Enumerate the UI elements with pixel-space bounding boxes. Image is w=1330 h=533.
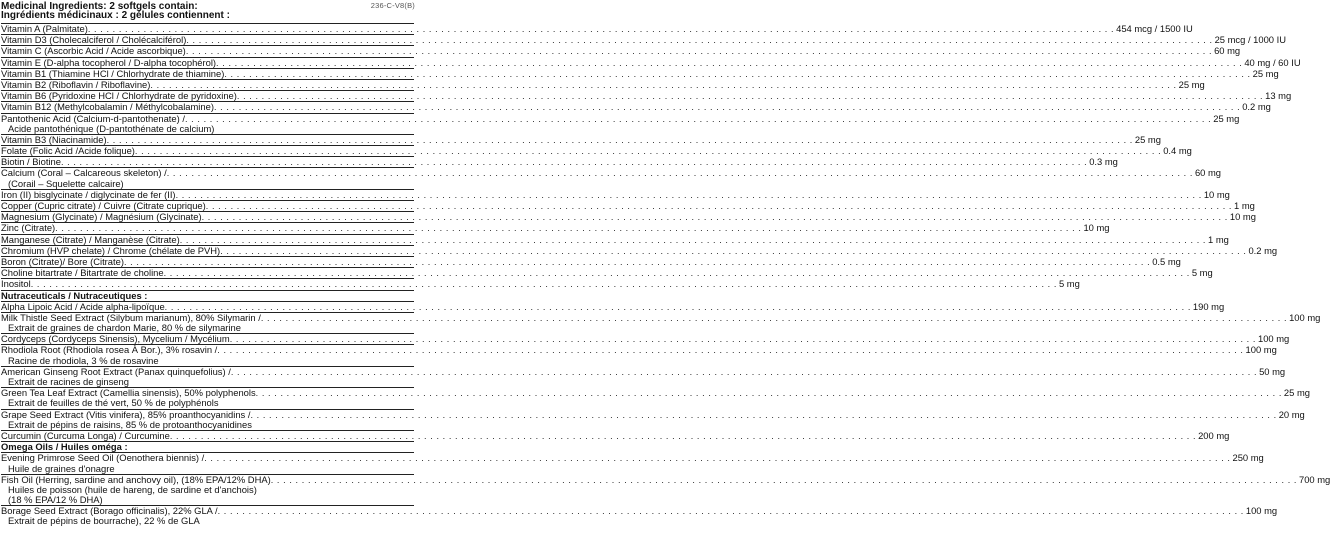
leader-dots	[271, 475, 1297, 485]
leader-dots	[170, 431, 1196, 441]
ingredient-amount: 100 mg	[1289, 311, 1321, 323]
leader-dots	[150, 80, 1176, 90]
ingredient-amount: 1 mg	[1234, 200, 1255, 211]
section-heading	[1, 441, 414, 452]
ingredient-name: Folate (Folic Acid /Acide folique)	[1, 145, 135, 157]
ingredient-name: Acide pantothénique (D-pantothénate de calcium)	[8, 122, 215, 134]
ingredient-amount: 0.3 mg	[1089, 156, 1118, 168]
leader-dots	[176, 190, 1202, 200]
ingredient-amount: 10 mg	[1083, 222, 1110, 234]
ingredient-name: Vitamin C (Ascorbic Acid / Acide ascorbique)	[1, 45, 186, 57]
ingredient-row	[1, 323, 414, 333]
leader-dots	[216, 58, 1242, 68]
ingredient-row	[1, 112, 1240, 124]
leader-dots	[167, 168, 1193, 178]
ingredient-row	[1, 420, 414, 430]
leader-dots	[250, 410, 1276, 420]
ingredient-amount: 50 mg	[1259, 365, 1286, 377]
ingredient-name: Green Tea Leaf Extract (Camellia sinensis), 50% polyphenols	[1, 387, 256, 399]
ingredient-name: Vitamin B1 (Thiamine HCl / Chlorhydrate de thiamine)	[1, 67, 225, 79]
leader-dots	[186, 46, 1212, 56]
ingredient-amount: 25 mg	[1213, 112, 1240, 124]
leader-dots	[31, 279, 1057, 289]
ingredient-name: Vitamin D3 (Cholecalciferol / Cholécalciférol)	[1, 34, 187, 46]
heading-english: Medicinal Ingredients: 2 softgels contain:	[1, 1, 198, 12]
ingredient-row	[1, 167, 1222, 179]
leader-dots	[186, 35, 1212, 45]
ingredient-name: Vitamin B2 (Riboflavin / Riboflavine)	[1, 78, 151, 90]
ingredient-row	[1, 78, 1205, 90]
ingredient-name: Alpha Lipoic Acid / Acide alpha-lipoïque	[1, 300, 165, 312]
ingredient-name: Racine de rhodiola, 3 % de rosavine	[8, 354, 159, 366]
ingredient-amount: 100 mg	[1245, 505, 1278, 517]
ingredient-name: Vitamin A (Palmitate)	[1, 23, 88, 34]
ingredient-amount: 60 mg	[1214, 45, 1241, 57]
ingredient-amount: 25 mg	[1252, 67, 1279, 79]
ingredient-row	[1, 145, 1192, 157]
ingredient-name: Fish Oil (Herring, sardine and anchovy oil), (18% EPA/12% DHA)	[1, 473, 271, 485]
leader-dots	[107, 135, 1133, 145]
ingredient-amount: 0.5 mg	[1152, 255, 1181, 267]
ingredient-name: Extrait de graines de chardon Marie, 80 % de silymarine	[8, 322, 241, 334]
ingredient-row	[1, 45, 1241, 57]
ingredient-row	[1, 267, 1213, 279]
leader-dots	[256, 388, 1282, 398]
ingredient-row	[1, 211, 1256, 223]
leader-dots	[217, 345, 1243, 355]
ingredient-row	[1, 278, 1080, 290]
leader-dots	[61, 157, 1087, 167]
ingredient-name: Copper (Cupric citrate) / Cuivre (Citrate cuprique)	[1, 200, 206, 211]
leader-dots	[231, 367, 1257, 377]
ingredient-name: Omega Oils / Huiles oméga :	[1, 441, 128, 453]
ingredient-row	[1, 23, 1193, 34]
ingredient-amount: 100 mg	[1257, 333, 1290, 345]
ingredient-row	[1, 344, 1277, 356]
ingredient-amount: 1 mg	[1208, 233, 1229, 245]
ingredient-name: Grape Seed Extract (Vitis vinifera), 85% proanthocyanidins /	[1, 408, 251, 420]
leader-dots	[124, 257, 1150, 267]
ingredient-row	[1, 255, 1181, 267]
leader-dots	[220, 246, 1246, 256]
ingredient-amount: 10 mg	[1203, 188, 1230, 200]
ingredient-row	[1, 429, 1230, 441]
leader-dots	[185, 114, 1211, 124]
ingredient-amount: 20 mg	[1278, 408, 1305, 420]
leader-dots	[180, 235, 1206, 245]
ingredient-name: Chromium (HVP chelate) / Chrome (chélate de PVH)	[1, 244, 221, 256]
ingredient-amount: 0.2 mg	[1248, 244, 1278, 256]
leader-dots	[230, 334, 1256, 344]
ingredient-row	[1, 516, 414, 526]
ingredient-amount: 0.2 mg	[1242, 101, 1271, 113]
leader-dots	[135, 146, 1161, 156]
ingredient-amount: 250 mg	[1232, 452, 1264, 464]
ingredient-name: Nutraceuticals / Nutraceutiques :	[1, 289, 148, 301]
ingredient-amount: 60 mg	[1194, 167, 1222, 179]
ingredient-amount: 10 mg	[1229, 211, 1256, 223]
ingredient-name: Choline bitartrate / Bitartrate de choline	[1, 267, 164, 279]
leader-dots	[55, 223, 1081, 233]
ingredient-row	[1, 188, 1230, 200]
ingredient-name: Rhodiola Root (Rhodiola rosea À Bor.), 3% rosavin /	[1, 344, 218, 356]
ingredient-row	[1, 222, 1110, 234]
ingredient-row	[1, 133, 1161, 145]
ingredient-name: Evening Primrose Seed Oil (Oenothera biennis) /	[1, 452, 205, 464]
leader-dots	[165, 302, 1191, 312]
ingredient-row	[1, 356, 414, 366]
ingredient-amount: 190 mg	[1192, 300, 1225, 312]
ingredient-row	[1, 333, 1290, 345]
ingredient-name: Milk Thistle Seed Extract (Silybum marianum), 80% Silymarin /	[1, 311, 261, 323]
ingredient-amount: 25 mg	[1134, 133, 1161, 145]
ingredient-name: Pantothenic Acid (Calcium-d-pantothenate) /	[1, 112, 185, 124]
section-heading	[1, 290, 414, 301]
ingredient-row	[1, 495, 414, 505]
ingredient-name: Zinc (Citrate)	[1, 222, 56, 234]
ingredient-row	[1, 398, 414, 408]
ingredient-row	[1, 124, 414, 134]
ingredient-name: (18 % EPA/12 % DHA)	[8, 494, 103, 506]
ingredient-amount: 0.4 mg	[1163, 145, 1192, 157]
ingredient-name: Cordyceps (Cordyceps Sinensis), Mycelium / Mycélium	[1, 333, 230, 345]
ingredient-name: Magnesium (Glycinate) / Magnésium (Glycinate)	[1, 211, 202, 223]
ingredient-name: Vitamin E (D-alpha tocopherol / D-alpha tocophérol)	[1, 56, 217, 68]
ingredient-name: Vitamin B3 (Niacinamide)	[1, 133, 107, 145]
ingredient-name: American Ginseng Root Extract (Panax quinquefolius) /	[1, 365, 231, 377]
ingredient-name: (Corail – Squelette calcaire)	[8, 177, 124, 189]
ingredient-row	[1, 179, 414, 189]
ingredient-name: Biotin / Biotine	[1, 156, 61, 168]
ingredient-row	[1, 67, 1279, 79]
ingredient-name: Manganese (Citrate) / Manganèse (Citrate)	[1, 233, 180, 245]
ingredient-amount: 25 mcg / 1000 IU	[1214, 34, 1286, 46]
ingredient-row	[1, 377, 414, 387]
ingredient-amount: 700 mg	[1299, 473, 1330, 485]
ingredient-amount: 25 mg	[1178, 78, 1205, 90]
ingredient-row	[1, 452, 1264, 464]
ingredient-row	[1, 34, 1286, 46]
ingredient-name: Extrait de pépins de bourrache), 22 % de GLA	[8, 515, 200, 527]
ingredient-amount: 5 mg	[1191, 267, 1213, 279]
ingredient-name: Huiles de poisson (huile de hareng, de sardine et d'anchois)	[8, 483, 257, 495]
heading-french: Ingrédients médicinaux : 2 gélules contiennent :	[1, 10, 230, 21]
leader-dots	[88, 24, 1114, 34]
product-code: 236-C-V8(B)	[370, 1, 415, 10]
ingredient-name: Iron (II) bisglycinate / diglycinate de fer (II)	[1, 188, 176, 200]
ingredient-row	[1, 90, 1292, 102]
ingredient-row	[1, 300, 1225, 312]
ingredient-amount: 100 mg	[1245, 344, 1277, 356]
ingredient-amount: 5 mg	[1058, 278, 1080, 290]
ingredient-name: Extrait de feuilles de thé vert, 50 % de polyphénols	[8, 397, 219, 409]
ingredient-row	[1, 156, 1118, 168]
leader-dots	[204, 453, 1230, 463]
ingredient-row	[1, 200, 1255, 211]
ingredient-name: Boron (Citrate)/ Bore (Citrate)	[1, 255, 124, 267]
ingredient-row	[1, 244, 1278, 256]
ingredient-name: Vitamin B12 (Methylcobalamin / Méthylcobalamine)	[1, 101, 214, 113]
leader-dots	[214, 102, 1240, 112]
leader-dots	[224, 69, 1250, 79]
ingredient-name: Vitamin B6 (Pyridoxine HCl / Chlorhydrate de pyridoxine)	[1, 90, 237, 102]
leader-dots	[202, 212, 1228, 222]
leader-dots	[164, 268, 1190, 278]
ingredient-row	[1, 464, 414, 474]
ingredient-list	[1, 23, 1330, 527]
ingredient-name: Inositol	[1, 278, 31, 290]
ingredient-amount: 200 mg	[1198, 429, 1230, 441]
ingredient-name: Extrait de pépins de raisins, 85 % de protoanthocyanidines	[8, 418, 252, 430]
leader-dots	[261, 313, 1287, 323]
ingredient-amount: 40 mg / 60 IU	[1244, 56, 1301, 68]
ingredient-name: Calcium (Coral – Calcareous skeleton) /	[1, 167, 167, 179]
ingredient-name: Huile de graines d'onagre	[8, 462, 115, 474]
leader-dots	[218, 506, 1244, 516]
ingredient-amount: 25 mg	[1283, 387, 1310, 399]
ingredient-name: Borage Seed Extract (Borago officinalis), 22% GLA /	[1, 505, 218, 517]
ingredient-amount: 454 mcg / 1500 IU	[1116, 23, 1193, 34]
ingredient-row	[1, 56, 1301, 68]
ingredient-name: Extrait de racines de ginseng	[8, 376, 129, 387]
ingredient-row	[1, 233, 1229, 245]
ingredient-name: Curcumin (Curcuma Longa) / Curcumine	[1, 429, 170, 441]
ingredient-amount: 13 mg	[1265, 90, 1292, 102]
leader-dots	[206, 201, 1232, 211]
leader-dots	[237, 91, 1263, 101]
ingredient-row	[1, 101, 1271, 113]
